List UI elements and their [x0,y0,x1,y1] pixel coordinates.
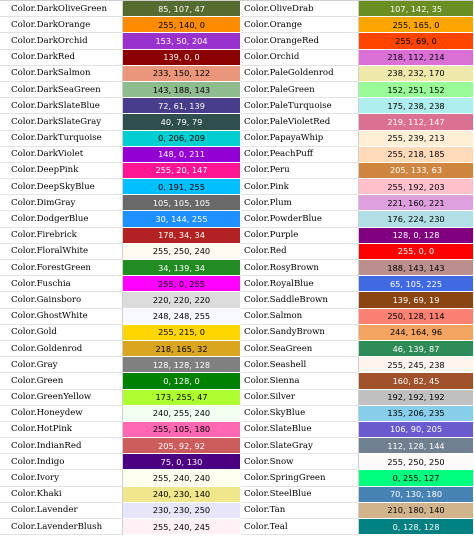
row-gutter [0,406,8,422]
color-name-cell: Color.SpringGreen [241,470,359,486]
color-swatch-cell: 139, 69, 19 [359,292,474,308]
color-swatch-cell: 139, 0, 0 [123,50,241,66]
color-name-cell: Color.OrangeRed [241,33,359,49]
color-swatch-cell: 153, 50, 204 [123,33,241,49]
row-gutter [0,17,8,33]
color-name-cell: Color.DeepPink [8,163,123,179]
color-name-cell: Color.DeepSkyBlue [8,179,123,195]
color-name-cell: Color.DarkViolet [8,147,123,163]
color-name-cell: Color.DarkSeaGreen [8,82,123,98]
color-swatch-cell: 218, 165, 32 [123,341,241,357]
color-swatch-cell: 160, 82, 45 [359,373,474,389]
row-gutter [0,211,8,227]
color-swatch-cell: 70, 130, 180 [359,487,474,503]
color-swatch-cell: 34, 139, 34 [123,260,241,276]
row-gutter [0,292,8,308]
color-swatch-cell: 218, 112, 214 [359,50,474,66]
color-name-cell: Color.Salmon [241,309,359,325]
color-swatch-cell: 255, 250, 240 [123,244,241,260]
row-gutter [0,228,8,244]
color-swatch-cell: 255, 165, 0 [359,17,474,33]
color-swatch-cell: 255, 240, 245 [123,519,241,535]
color-name-cell: Color.SandyBrown [241,325,359,341]
color-swatch-cell: 105, 105, 105 [123,195,241,211]
color-name-cell: Color.PaleVioletRed [241,114,359,130]
color-swatch-cell: 143, 188, 143 [123,82,241,98]
color-swatch-cell: 107, 142, 35 [359,1,474,17]
color-swatch-cell: 173, 255, 47 [123,390,241,406]
row-gutter [0,390,8,406]
color-name-cell: Color.DarkSlateBlue [8,98,123,114]
color-swatch-cell: 255, 0, 255 [123,276,241,292]
color-swatch-cell: 106, 90, 205 [359,422,474,438]
color-name-cell: Color.DodgerBlue [8,211,123,227]
color-swatch-cell: 152, 251, 152 [359,82,474,98]
color-swatch-cell: 176, 224, 230 [359,211,474,227]
color-swatch-cell: 250, 128, 114 [359,309,474,325]
color-swatch-cell: 255, 105, 180 [123,422,241,438]
color-swatch-cell: 255, 250, 250 [359,454,474,470]
color-name-cell: Color.DarkSalmon [8,66,123,82]
color-name-cell: Color.DarkTurquoise [8,131,123,147]
color-swatch-cell: 238, 232, 170 [359,66,474,82]
color-name-cell: Color.Tan [241,503,359,519]
color-swatch-cell: 230, 230, 250 [123,503,241,519]
row-gutter [0,179,8,195]
row-gutter [0,244,8,260]
color-swatch-cell: 178, 34, 34 [123,228,241,244]
color-name-cell: Color.Gainsboro [8,292,123,308]
color-name-cell: Color.PaleGoldenrod [241,66,359,82]
color-swatch-cell: 255, 69, 0 [359,33,474,49]
color-name-cell: Color.Snow [241,454,359,470]
color-name-cell: Color.Gray [8,357,123,373]
color-swatch-cell: 0, 206, 209 [123,131,241,147]
color-swatch-cell: 128, 0, 128 [359,228,474,244]
color-swatch-cell: 0, 128, 0 [123,373,241,389]
color-swatch-cell: 175, 238, 238 [359,98,474,114]
color-name-cell: Color.Red [241,244,359,260]
color-name-cell: Color.Sienna [241,373,359,389]
color-name-cell: Color.Goldenrod [8,341,123,357]
row-gutter [0,1,8,17]
color-name-cell: Color.SteelBlue [241,487,359,503]
color-name-cell: Color.SkyBlue [241,406,359,422]
color-name-cell: Color.SlateBlue [241,422,359,438]
row-gutter [0,147,8,163]
row-gutter [0,131,8,147]
row-gutter [0,50,8,66]
color-name-cell: Color.Orchid [241,50,359,66]
color-swatch-cell: 40, 79, 79 [123,114,241,130]
color-swatch-cell: 85, 107, 47 [123,1,241,17]
color-swatch-cell: 255, 140, 0 [123,17,241,33]
row-gutter [0,325,8,341]
color-name-cell: Color.GreenYellow [8,390,123,406]
color-name-cell: Color.Silver [241,390,359,406]
color-name-cell: Color.Seashell [241,357,359,373]
row-gutter [0,66,8,82]
color-swatch-cell: 205, 133, 63 [359,163,474,179]
color-swatch-cell: 135, 206, 235 [359,406,474,422]
color-name-cell: Color.PaleTurquoise [241,98,359,114]
color-swatch-cell: 255, 20, 147 [123,163,241,179]
color-name-cell: Color.SaddleBrown [241,292,359,308]
color-name-cell: Color.GhostWhite [8,309,123,325]
row-gutter [0,422,8,438]
color-swatch-cell: 188, 143, 143 [359,260,474,276]
row-gutter [0,33,8,49]
row-gutter [0,260,8,276]
color-swatch-cell: 244, 164, 96 [359,325,474,341]
color-name-cell: Color.RoyalBlue [241,276,359,292]
color-name-cell: Color.DarkOliveGreen [8,1,123,17]
color-name-cell: Color.Khaki [8,487,123,503]
color-name-cell: Color.DarkSlateGray [8,114,123,130]
color-swatch-cell: 65, 105, 225 [359,276,474,292]
row-gutter [0,357,8,373]
color-name-cell: Color.DimGray [8,195,123,211]
row-gutter [0,487,8,503]
color-swatch-cell: 112, 128, 144 [359,438,474,454]
row-gutter [0,114,8,130]
color-swatch-cell: 219, 112, 147 [359,114,474,130]
color-name-cell: Color.SeaGreen [241,341,359,357]
color-name-cell: Color.Green [8,373,123,389]
color-swatch-cell: 192, 192, 192 [359,390,474,406]
row-gutter [0,373,8,389]
color-name-cell: Color.Gold [8,325,123,341]
color-name-cell: Color.SlateGray [241,438,359,454]
color-swatch-cell: 221, 160, 221 [359,195,474,211]
color-name-cell: Color.Indigo [8,454,123,470]
color-swatch-cell: 255, 0, 0 [359,244,474,260]
color-swatch-cell: 46, 139, 87 [359,341,474,357]
color-swatch-cell: 255, 240, 240 [123,470,241,486]
row-gutter [0,503,8,519]
color-name-cell: Color.PapayaWhip [241,131,359,147]
color-swatch-cell: 240, 255, 240 [123,406,241,422]
color-swatch-cell: 255, 215, 0 [123,325,241,341]
color-swatch-cell: 0, 255, 127 [359,470,474,486]
color-name-cell: Color.PeachPuff [241,147,359,163]
color-name-cell: Color.HotPink [8,422,123,438]
color-name-cell: Color.IndianRed [8,438,123,454]
color-swatch-cell: 72, 61, 139 [123,98,241,114]
color-name-cell: Color.Fuschia [8,276,123,292]
color-name-cell: Color.Honeydew [8,406,123,422]
row-gutter [0,341,8,357]
color-swatch-cell: 240, 230, 140 [123,487,241,503]
color-swatch-cell: 128, 128, 128 [123,357,241,373]
color-name-cell: Color.Purple [241,228,359,244]
color-name-cell: Color.Pink [241,179,359,195]
color-name-cell: Color.Ivory [8,470,123,486]
color-swatch-cell: 255, 245, 238 [359,357,474,373]
color-swatch-cell: 75, 0, 130 [123,454,241,470]
color-swatch-cell: 248, 248, 255 [123,309,241,325]
row-gutter [0,195,8,211]
color-name-cell: Color.Plum [241,195,359,211]
row-gutter [0,98,8,114]
color-swatch-cell: 255, 239, 213 [359,131,474,147]
row-gutter [0,276,8,292]
row-gutter [0,309,8,325]
color-swatch-cell: 210, 180, 140 [359,503,474,519]
color-swatch-cell: 148, 0, 211 [123,147,241,163]
color-name-cell: Color.Lavender [8,503,123,519]
color-swatch-cell: 255, 192, 203 [359,179,474,195]
row-gutter [0,82,8,98]
row-gutter [0,519,8,535]
row-gutter [0,438,8,454]
color-name-cell: Color.Firebrick [8,228,123,244]
color-name-cell: Color.Teal [241,519,359,535]
color-name-cell: Color.DarkOrange [8,17,123,33]
color-name-cell: Color.DarkOrchid [8,33,123,49]
color-name-cell: Color.LavenderBlush [8,519,123,535]
color-name-cell: Color.ForestGreen [8,260,123,276]
color-swatch-cell: 233, 150, 122 [123,66,241,82]
color-swatch-cell: 0, 191, 255 [123,179,241,195]
color-name-cell: Color.DarkRed [8,50,123,66]
color-name-cell: Color.OliveDrab [241,1,359,17]
row-gutter [0,163,8,179]
color-swatch-cell: 255, 218, 185 [359,147,474,163]
row-gutter [0,470,8,486]
color-name-cell: Color.Orange [241,17,359,33]
color-name-cell: Color.FloralWhite [8,244,123,260]
color-swatch-cell: 220, 220, 220 [123,292,241,308]
color-name-cell: Color.Peru [241,163,359,179]
color-name-cell: Color.RosyBrown [241,260,359,276]
color-swatch-cell: 0, 128, 128 [359,519,474,535]
color-name-cell: Color.PaleGreen [241,82,359,98]
color-swatch-cell: 205, 92, 92 [123,438,241,454]
row-gutter [0,454,8,470]
color-name-cell: Color.PowderBlue [241,211,359,227]
color-swatch-cell: 30, 144, 255 [123,211,241,227]
